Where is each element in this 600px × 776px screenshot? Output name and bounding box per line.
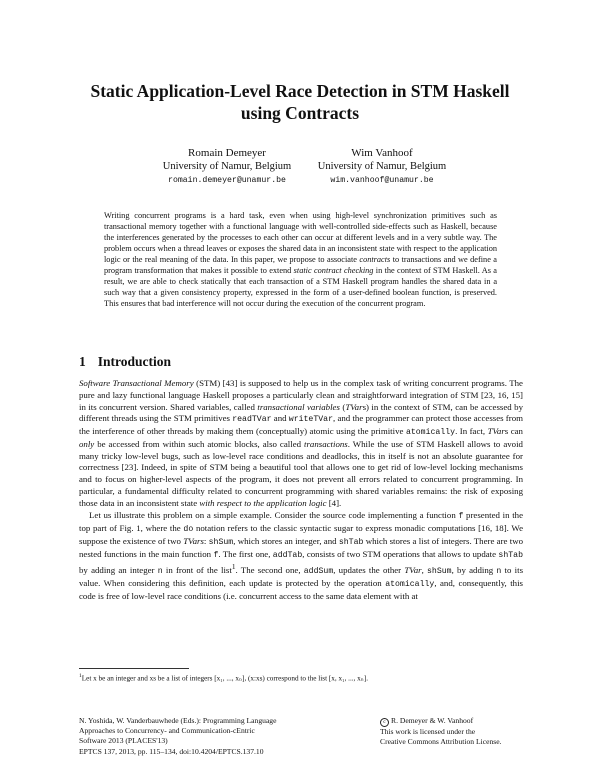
abstract-emphasis: contracts — [359, 255, 391, 265]
footnote-marker[interactable]: 1 — [231, 562, 236, 572]
code: atomically — [385, 579, 435, 589]
code: f — [213, 550, 219, 560]
license-line: This work is licensed under the — [380, 727, 476, 736]
emphasis: transactions — [304, 438, 348, 449]
code: shSum — [427, 567, 452, 577]
text: (STM) [43] is supposed to help us in the complex task of writing concurrent programs. The pure and lazy functional language Haskell proposes a particularly clean and straightforward integration of STM [23, 16, 15] in its concurrent version. Shared variables, called — [79, 378, 523, 412]
footnote-rule — [79, 668, 189, 669]
text: which stores a list of integers. There are two nested functions in the main function — [79, 535, 524, 559]
text: notation refers to the classic syntactic sugar to express monadic computations [16, 18]. We suppose the existence of two — [79, 523, 523, 546]
title-line-2: using Contracts — [240, 103, 360, 123]
abstract-text: Writing concurrent programs is a hard task, even when using high-level synchronization primitives such as transactional memory together with a functional language with well-controlled side-effects such as Haskell, because the interferences generated by the processes to each other can occur at different levels and in a very subtle way. The problem occurs when a thread leaves or exposes the shared data in an inconsistent state with respect to the application logic or the real meaning of the data. In this paper, we propose to associate — [104, 211, 497, 265]
text: , and, consequently, this code is free of low-level race conditions (i.e. concurrent access to the same data element with at — [79, 577, 523, 601]
footnote-text: Let x be an integer and xs be a list of integers [x₁, ..., xₙ], (x:xs) correspond to the list [x, x₁, ..., xₙ]. — [81, 674, 369, 683]
abstract-emphasis: static contract checking — [293, 266, 374, 276]
author-block-2 — [282, 146, 482, 188]
text: , which stores an integer, and — [233, 535, 339, 546]
venue-line: Software 2013 (PLACES'13) — [79, 736, 168, 746]
author-email: wim.vanhoof@unamur.be — [330, 176, 434, 185]
text: . While the use of STM Haskell allows to avoid many tricky low-level bugs, such as low-level race conditions and deadlocks, this in itself is not an absolute guarantee for correctness [23]. Indeed, in spite of STM being a beautiful tool that allows one to get rid of low-level locking mechanisms and to focus on higher-level aspects of the program, it does not prevent all errors related to concurrent programming. In particular, a fundamental difficulty related to concurrent programming with shared variables remains: the risk of exposing those data in an inconsistent state — [79, 438, 523, 508]
emphasis: TVar — [487, 426, 505, 436]
code: addSum — [303, 567, 334, 577]
code: n — [496, 567, 502, 577]
code: readTVar — [232, 415, 272, 425]
text: , and the programmer can protect those accesses from the interference of other threads by making them (conceptually) atomic using the primitive — [79, 413, 523, 436]
emphasis: TVar — [345, 401, 363, 412]
text: s can — [504, 426, 523, 436]
venue-info — [79, 716, 319, 757]
emphasis: only — [79, 438, 95, 449]
author-email: romain.demeyer@unamur.be — [168, 176, 286, 185]
abstract-text: in the context of STM Haskell. As a result, we are able to check statically that each transaction of a STM Haskell program handles the shared data in a such way that a given consistency property, expressed in the form of a user-defined boolean function, is preserved. This ensures that bad interference will not occur during the execution of the concurrent program. — [104, 266, 497, 309]
text: Let us illustrate this problem on a simple example. Consider the source code implementing a function — [89, 510, 459, 521]
text: presented in the top part of Fig. 1, where the — [79, 510, 523, 533]
code: addTab — [272, 550, 303, 560]
text: . In fact, — [455, 426, 488, 436]
emphasis: transactional variables — [257, 401, 340, 412]
text: . The second one, — [235, 565, 304, 576]
copyright-icon: c — [380, 718, 389, 727]
paragraph — [79, 510, 523, 602]
code: shSum — [208, 537, 234, 547]
abstract — [104, 210, 497, 309]
copyright-holders: R. Demeyer & W. Vanhoof — [391, 716, 474, 725]
section-title: Introduction — [97, 354, 172, 369]
paper-title — [60, 80, 540, 124]
venue-doi[interactable]: EPTCS 137, 2013, pp. 115–134, doi:10.4204/EPTCS.137.10 — [79, 746, 264, 756]
code: atomically — [405, 428, 456, 437]
text: ( — [339, 401, 346, 412]
section-number: 1 — [79, 354, 86, 369]
author-affiliation: University of Namur, Belgium — [162, 161, 292, 172]
title-line-1: Static Application-Level Race Detection in STM Haskell — [90, 81, 510, 101]
code: n — [157, 567, 163, 577]
text: [4]. — [326, 497, 342, 508]
paragraph — [79, 378, 523, 509]
license-link[interactable]: Creative Commons Attribution License. — [380, 737, 502, 747]
text: : — [203, 535, 209, 546]
text: , by adding — [451, 565, 497, 576]
code: shTab — [338, 537, 364, 547]
code: writeTVar — [288, 415, 334, 425]
emphasis: with respect to the application logic — [199, 497, 327, 508]
abstract-text: to transactions and we define a program transformation that makes it possible to extend — [104, 255, 497, 276]
text: and — [271, 413, 289, 424]
code: f — [458, 512, 464, 522]
venue-line: Approaches to Concurrency- and Communication-cEntric — [79, 726, 255, 736]
text: , consists of two STM operations that allows to update — [302, 548, 499, 559]
author-name: Romain Demeyer — [188, 147, 266, 159]
text: by adding an integer — [79, 565, 158, 576]
author-name: Wim Vanhoof — [351, 147, 413, 159]
venue-line: N. Yoshida, W. Vanderbauwhede (Eds.): Programming Language — [79, 716, 277, 725]
license-info — [380, 716, 540, 747]
footnote-number: 1 — [79, 673, 82, 679]
emphasis: Software Transactional Memory — [79, 378, 194, 388]
text: s) in the context of STM, can be accessed by different threads using the STM primitives — [79, 401, 524, 424]
text: , — [421, 565, 428, 576]
text: . The first one, — [218, 548, 273, 559]
emphasis: TVar — [404, 565, 422, 576]
text: to its value. When considering this definition, each update is protected by the operation — [79, 565, 524, 588]
copyright-line — [380, 716, 540, 727]
footnote — [79, 672, 523, 683]
text: in front of the list — [162, 565, 232, 576]
text: , updates the other — [333, 565, 405, 576]
code: shTab — [498, 550, 523, 560]
author-affiliation: University of Namur, Belgium — [317, 161, 447, 172]
emphasis: TVars — [183, 535, 204, 546]
section-heading — [79, 354, 171, 370]
text: be accessed from within such atomic blocks, also called — [94, 438, 305, 449]
body-text — [79, 378, 523, 602]
code: do — [183, 525, 194, 534]
